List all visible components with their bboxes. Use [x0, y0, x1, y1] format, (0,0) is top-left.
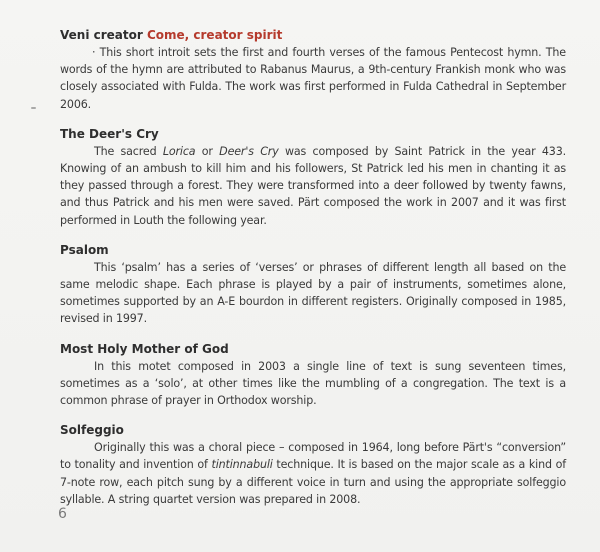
section-text: · This short introit sets the first and fourth verses of the famous Pentecost hymn. The words of the hymn are attributed to Rabanus Maurus, a 9th-century Frankish monk who was closely associated with Fulda. The work was first performed in Fulda Cathedral in September 2006.	[60, 46, 566, 111]
text-run: or	[195, 144, 220, 158]
page-number: 6	[58, 506, 67, 522]
section-heading	[60, 340, 566, 358]
section-title: Solfeggio	[60, 423, 124, 438]
section-text: This ‘psalm’ has a series of ‘verses’ or phrases of different length all based on the same melodic shape. Each phrase is played by a pair of instruments, sometimes alone, sometimes supported by an A-E bourdon in different registers. Originally composed in 1985, revised in 1997.	[60, 260, 566, 326]
text-run: technique. It is based on the major scale as a kind of 7-note row, each pitch sung by a different voice in turn and using the appropriate solfeggio syllable. A string quartet version was prepared in 2008.	[60, 458, 566, 506]
section-title: Psalom	[60, 242, 109, 257]
section-text	[60, 143, 566, 229]
section-text	[60, 439, 566, 508]
text-run: was composed by Saint Patrick in the year 433. Knowing of an ambush to kill him and his followers, St Patrick led his men in chanting it as they passed through a forest. They were transformed into a deer followed by twenty fawns, and thus Patrick and his men were saved. Pärt composed the work in 2007 and it was first performed in Louth the following year.	[60, 144, 566, 227]
section-solfeggio	[60, 421, 566, 508]
section-heading	[60, 26, 566, 44]
section-psalom	[60, 241, 566, 328]
section-text: In this motet composed in 2003 a single line of text is sung seventeen times, sometimes as a ‘solo’, at other times like the mumbling of a congregation. The text is a common phrase of prayer in Orthodox worship.	[60, 359, 566, 408]
text-run: The sacred	[94, 144, 163, 158]
italic-title-lorica: Lorica	[162, 144, 196, 158]
section-most-holy-mother	[60, 340, 566, 410]
italic-title-deers-cry: Deer's Cry	[219, 144, 279, 158]
section-translation: Come, creator spirit	[146, 28, 283, 42]
section-title: The Deer's Cry	[60, 126, 159, 141]
margin-mark	[31, 107, 36, 109]
text-run: Originally this was a choral piece – composed in 1964, long before Pärt's “conversion” to tonality and invention of	[60, 441, 566, 472]
section-heading	[60, 241, 566, 259]
section-veni-creator	[60, 26, 566, 113]
section-title: Veni creator	[60, 28, 143, 42]
notes-content	[60, 26, 566, 520]
section-deers-cry	[60, 125, 566, 229]
section-title: Most Holy Mother of God	[60, 341, 229, 356]
section-heading	[60, 125, 566, 143]
italic-term-tintinnabuli: tintinnabuli	[211, 458, 273, 472]
section-heading	[60, 421, 566, 439]
